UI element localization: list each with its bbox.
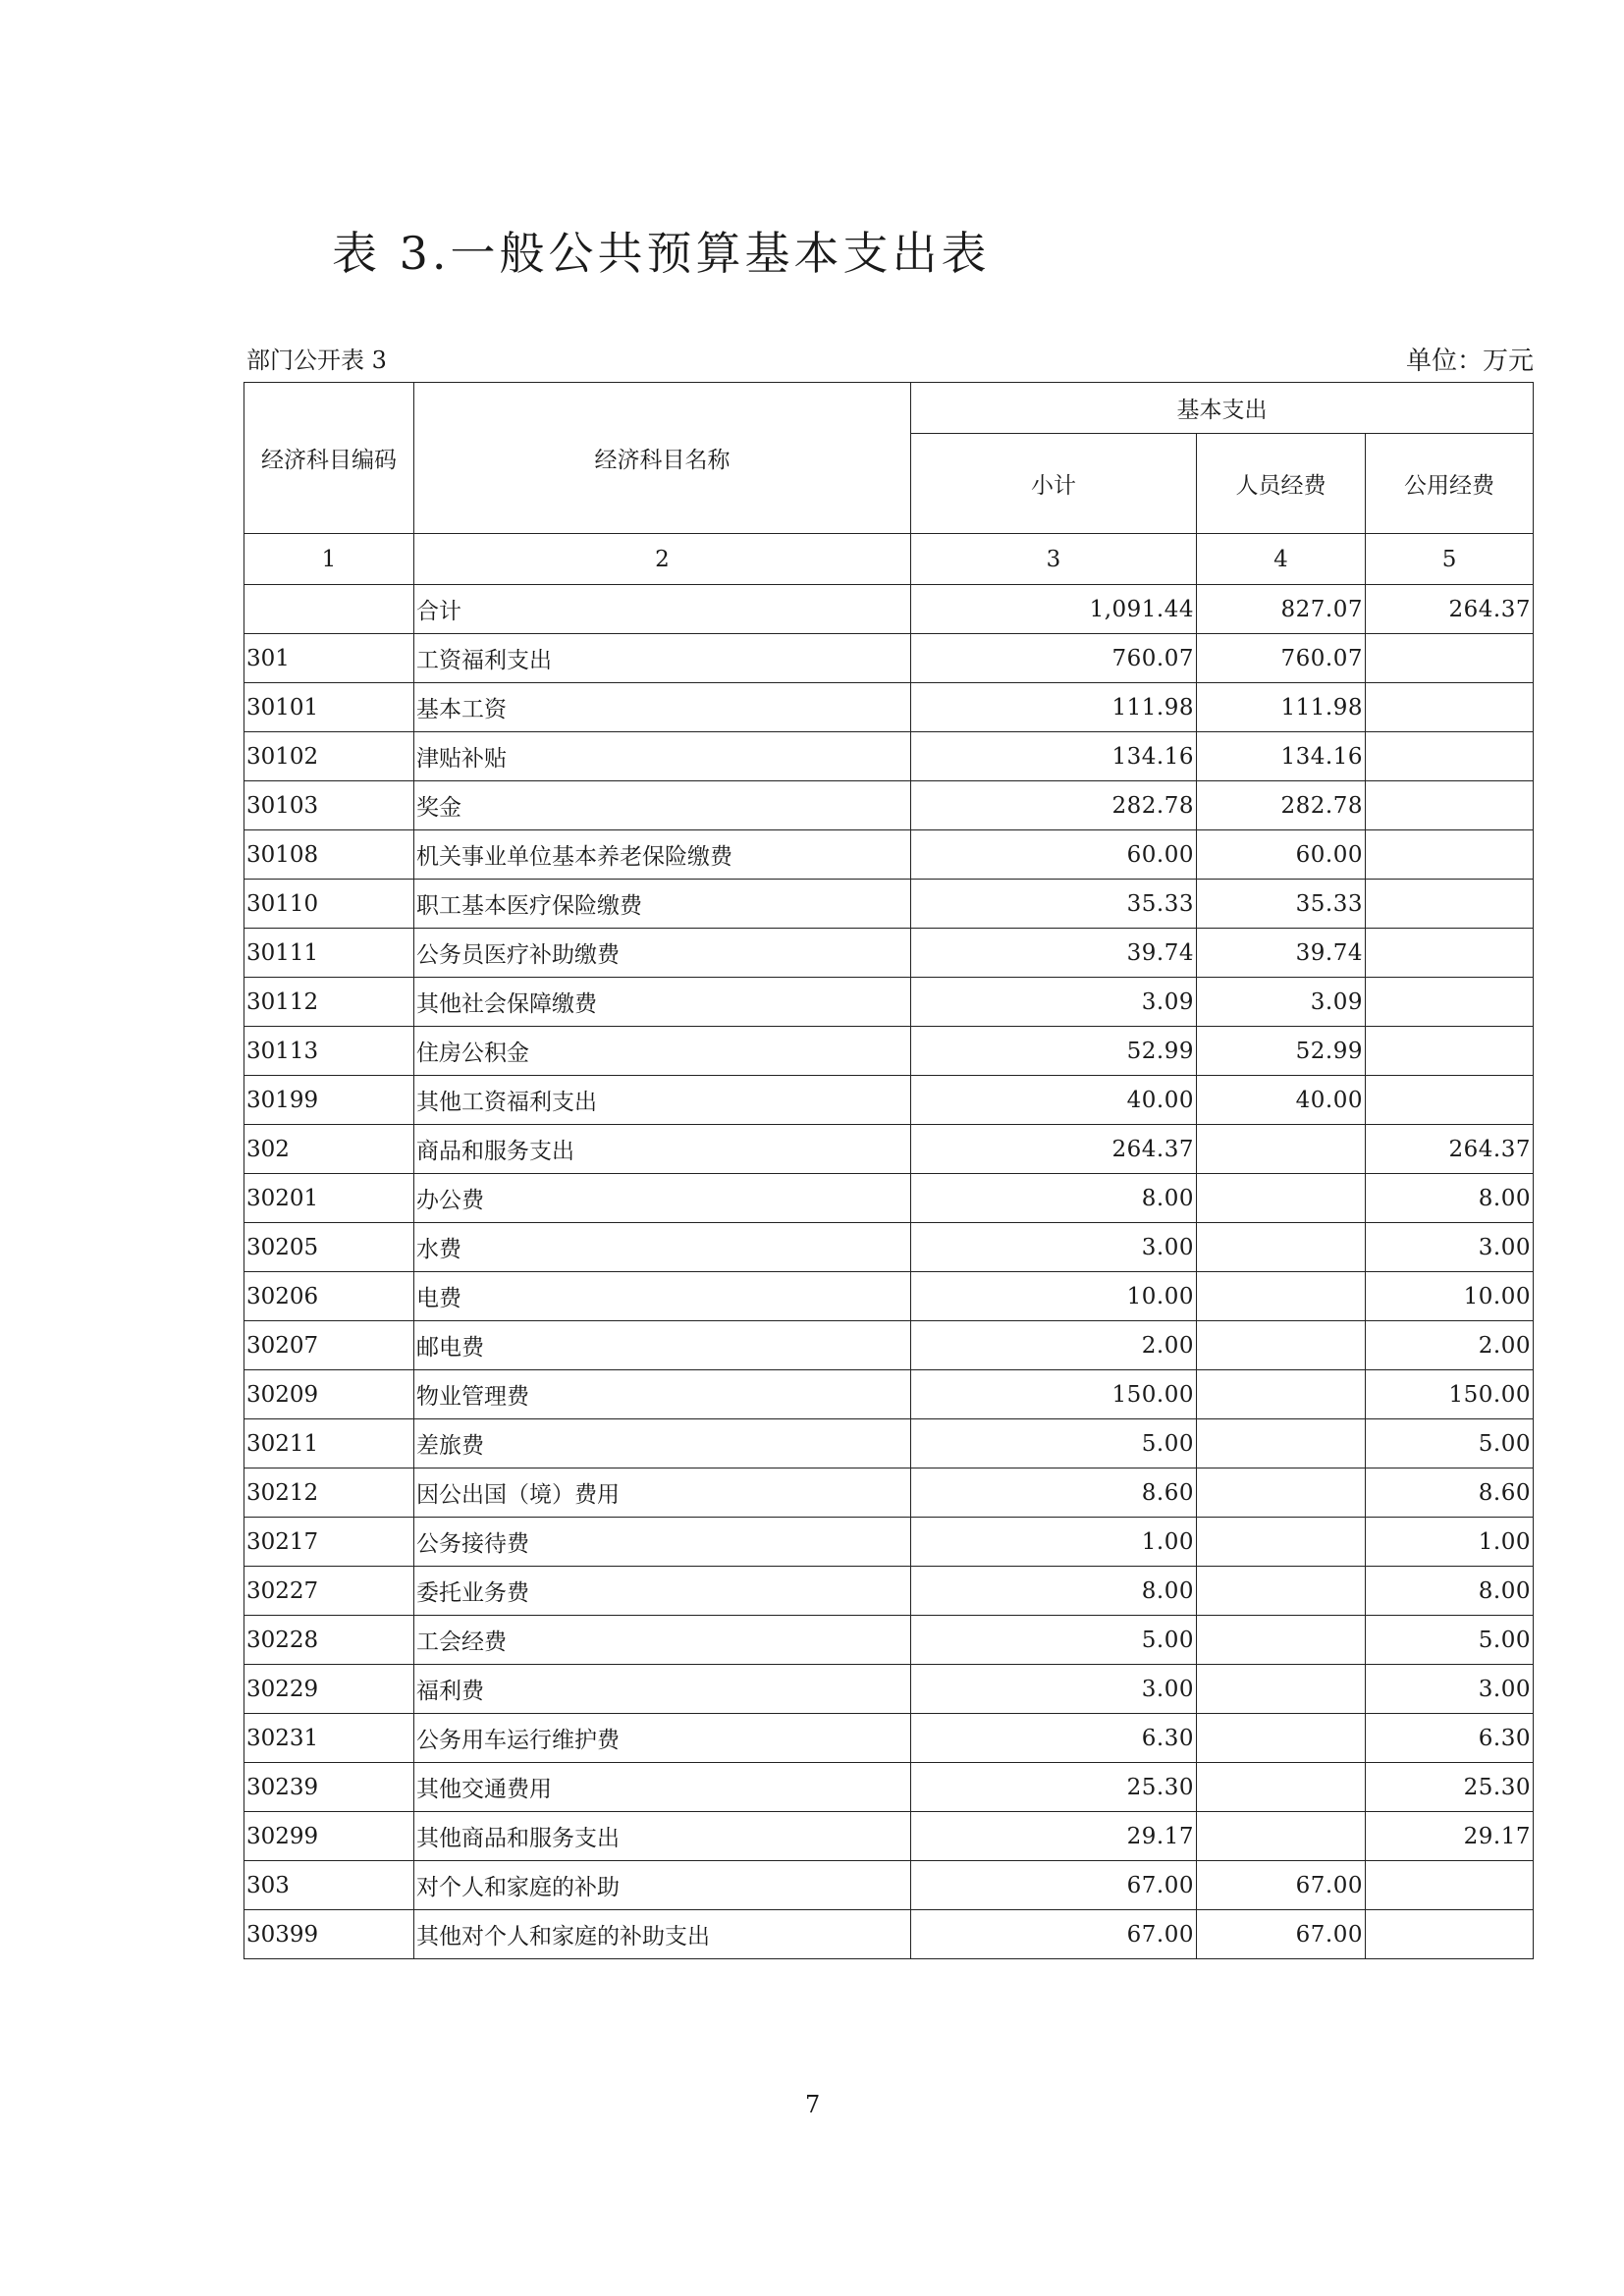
- row-name: 基本工资: [414, 683, 911, 732]
- row-public: 29.17: [1366, 1812, 1534, 1861]
- row-name: 其他对个人和家庭的补助支出: [414, 1910, 911, 1959]
- table-row: [244, 781, 1534, 830]
- row-personnel: [1197, 1714, 1366, 1763]
- row-code: 30399: [244, 1910, 414, 1959]
- row-name: 职工基本医疗保险缴费: [414, 880, 911, 929]
- table-row: [244, 1419, 1534, 1468]
- row-personnel: 827.07: [1197, 585, 1366, 634]
- page-number: 7: [805, 2091, 821, 2118]
- row-subtotal: 6.30: [911, 1714, 1197, 1763]
- column-number: 2: [414, 534, 911, 585]
- row-public: 5.00: [1366, 1616, 1534, 1665]
- row-public: 8.00: [1366, 1567, 1534, 1616]
- table-row: [244, 1272, 1534, 1321]
- row-name: 奖金: [414, 781, 911, 830]
- row-subtotal: 1.00: [911, 1518, 1197, 1567]
- row-code: 30229: [244, 1665, 414, 1714]
- row-name: 其他商品和服务支出: [414, 1812, 911, 1861]
- header-name: 经济科目名称: [414, 383, 911, 534]
- row-subtotal: 1,091.44: [911, 585, 1197, 634]
- row-name: 住房公积金: [414, 1027, 911, 1076]
- row-code: 30228: [244, 1616, 414, 1665]
- row-code: 302: [244, 1125, 414, 1174]
- row-subtotal: 264.37: [911, 1125, 1197, 1174]
- row-code: 30217: [244, 1518, 414, 1567]
- row-code: 30111: [244, 929, 414, 978]
- row-personnel: 60.00: [1197, 830, 1366, 880]
- row-name: 合计: [414, 585, 911, 634]
- row-name: 邮电费: [414, 1321, 911, 1370]
- column-number: 1: [244, 534, 414, 585]
- table-row: [244, 1321, 1534, 1370]
- table-row: [244, 1616, 1534, 1665]
- table-row: [244, 1861, 1534, 1910]
- column-number-row: [244, 534, 1534, 585]
- page-title: 表 3.一般公共预算基本支出表: [332, 227, 991, 280]
- row-code: 30239: [244, 1763, 414, 1812]
- row-personnel: [1197, 1419, 1366, 1468]
- row-name: 办公费: [414, 1174, 911, 1223]
- row-public: 2.00: [1366, 1321, 1534, 1370]
- row-personnel: 760.07: [1197, 634, 1366, 683]
- row-personnel: [1197, 1763, 1366, 1812]
- row-personnel: 40.00: [1197, 1076, 1366, 1125]
- row-subtotal: 40.00: [911, 1076, 1197, 1125]
- row-public: [1366, 1910, 1534, 1959]
- header-public: 公用经费: [1366, 434, 1534, 534]
- row-public: 25.30: [1366, 1763, 1534, 1812]
- row-personnel: [1197, 1567, 1366, 1616]
- row-public: 264.37: [1366, 585, 1534, 634]
- form-label: 部门公开表 3: [246, 347, 387, 374]
- row-personnel: 111.98: [1197, 683, 1366, 732]
- row-personnel: 35.33: [1197, 880, 1366, 929]
- table-row: [244, 683, 1534, 732]
- table-row: [244, 1125, 1534, 1174]
- row-personnel: [1197, 1174, 1366, 1223]
- row-code: 30101: [244, 683, 414, 732]
- column-number: 3: [911, 534, 1197, 585]
- unit-label: 单位：万元: [1405, 347, 1534, 376]
- row-subtotal: 67.00: [911, 1861, 1197, 1910]
- row-name: 津贴补贴: [414, 732, 911, 781]
- column-number: 5: [1366, 534, 1534, 585]
- row-code: 30205: [244, 1223, 414, 1272]
- row-subtotal: 25.30: [911, 1763, 1197, 1812]
- header-basic-expense: 基本支出: [911, 383, 1534, 434]
- row-personnel: 282.78: [1197, 781, 1366, 830]
- table-row: [244, 1223, 1534, 1272]
- row-personnel: [1197, 1468, 1366, 1518]
- table-row: [244, 830, 1534, 880]
- row-personnel: [1197, 1272, 1366, 1321]
- table-row: [244, 732, 1534, 781]
- row-code: 30212: [244, 1468, 414, 1518]
- row-personnel: 3.09: [1197, 978, 1366, 1027]
- row-public: [1366, 830, 1534, 880]
- header-code: 经济科目编码: [244, 383, 414, 534]
- table-row: [244, 1665, 1534, 1714]
- row-code: 30206: [244, 1272, 414, 1321]
- row-public: [1366, 732, 1534, 781]
- row-personnel: [1197, 1321, 1366, 1370]
- row-name: 水费: [414, 1223, 911, 1272]
- row-code: 301: [244, 634, 414, 683]
- row-code: 30199: [244, 1076, 414, 1125]
- row-code: 30299: [244, 1812, 414, 1861]
- row-name: 公务用车运行维护费: [414, 1714, 911, 1763]
- row-name: 工会经费: [414, 1616, 911, 1665]
- row-public: [1366, 929, 1534, 978]
- row-personnel: [1197, 1223, 1366, 1272]
- row-code: 30102: [244, 732, 414, 781]
- row-public: [1366, 1027, 1534, 1076]
- row-subtotal: 35.33: [911, 880, 1197, 929]
- row-subtotal: 3.00: [911, 1665, 1197, 1714]
- row-public: 8.60: [1366, 1468, 1534, 1518]
- table-row: [244, 1370, 1534, 1419]
- table-row: [244, 929, 1534, 978]
- table-row: [244, 978, 1534, 1027]
- row-subtotal: 111.98: [911, 683, 1197, 732]
- row-public: 1.00: [1366, 1518, 1534, 1567]
- row-personnel: 39.74: [1197, 929, 1366, 978]
- row-name: 工资福利支出: [414, 634, 911, 683]
- row-code: 30110: [244, 880, 414, 929]
- row-subtotal: 8.00: [911, 1174, 1197, 1223]
- row-name: 电费: [414, 1272, 911, 1321]
- row-name: 因公出国（境）费用: [414, 1468, 911, 1518]
- row-name: 公务员医疗补助缴费: [414, 929, 911, 978]
- row-public: 5.00: [1366, 1419, 1534, 1468]
- budget-table: [244, 382, 1534, 1959]
- row-code: 30112: [244, 978, 414, 1027]
- row-subtotal: 5.00: [911, 1616, 1197, 1665]
- row-public: [1366, 1076, 1534, 1125]
- row-personnel: 67.00: [1197, 1910, 1366, 1959]
- row-code: 30209: [244, 1370, 414, 1419]
- table-row: [244, 880, 1534, 929]
- row-code: 30113: [244, 1027, 414, 1076]
- table-row: [244, 634, 1534, 683]
- table-row: [244, 1518, 1534, 1567]
- row-subtotal: 10.00: [911, 1272, 1197, 1321]
- header-subtotal: 小计: [911, 434, 1197, 534]
- row-public: 10.00: [1366, 1272, 1534, 1321]
- row-subtotal: 2.00: [911, 1321, 1197, 1370]
- row-personnel: [1197, 1616, 1366, 1665]
- row-personnel: 134.16: [1197, 732, 1366, 781]
- table-row: [244, 1174, 1534, 1223]
- row-code: 30207: [244, 1321, 414, 1370]
- column-number: 4: [1197, 534, 1366, 585]
- row-name: 物业管理费: [414, 1370, 911, 1419]
- row-code: 30231: [244, 1714, 414, 1763]
- row-subtotal: 60.00: [911, 830, 1197, 880]
- row-public: [1366, 880, 1534, 929]
- row-public: 3.00: [1366, 1223, 1534, 1272]
- row-code: 30103: [244, 781, 414, 830]
- table-row: [244, 1468, 1534, 1518]
- row-subtotal: 134.16: [911, 732, 1197, 781]
- row-personnel: [1197, 1812, 1366, 1861]
- row-code: 30211: [244, 1419, 414, 1468]
- row-code: 30201: [244, 1174, 414, 1223]
- row-subtotal: 3.09: [911, 978, 1197, 1027]
- row-public: [1366, 1861, 1534, 1910]
- row-name: 其他交通费用: [414, 1763, 911, 1812]
- header-personnel: 人员经费: [1197, 434, 1366, 534]
- row-name: 机关事业单位基本养老保险缴费: [414, 830, 911, 880]
- row-public: [1366, 781, 1534, 830]
- row-subtotal: 150.00: [911, 1370, 1197, 1419]
- row-code: [244, 585, 414, 634]
- row-public: 264.37: [1366, 1125, 1534, 1174]
- row-subtotal: 52.99: [911, 1027, 1197, 1076]
- row-name: 商品和服务支出: [414, 1125, 911, 1174]
- row-name: 福利费: [414, 1665, 911, 1714]
- row-subtotal: 29.17: [911, 1812, 1197, 1861]
- row-subtotal: 5.00: [911, 1419, 1197, 1468]
- row-subtotal: 8.00: [911, 1567, 1197, 1616]
- row-name: 公务接待费: [414, 1518, 911, 1567]
- row-name: 对个人和家庭的补助: [414, 1861, 911, 1910]
- row-personnel: 67.00: [1197, 1861, 1366, 1910]
- row-public: 3.00: [1366, 1665, 1534, 1714]
- table-row: [244, 1076, 1534, 1125]
- row-public: 6.30: [1366, 1714, 1534, 1763]
- table-row: [244, 1567, 1534, 1616]
- row-subtotal: 760.07: [911, 634, 1197, 683]
- table-row: [244, 1714, 1534, 1763]
- row-personnel: [1197, 1370, 1366, 1419]
- row-subtotal: 39.74: [911, 929, 1197, 978]
- row-personnel: [1197, 1125, 1366, 1174]
- table-row: [244, 1027, 1534, 1076]
- row-name: 委托业务费: [414, 1567, 911, 1616]
- row-personnel: [1197, 1665, 1366, 1714]
- row-subtotal: 67.00: [911, 1910, 1197, 1959]
- table-row: [244, 1763, 1534, 1812]
- row-subtotal: 8.60: [911, 1468, 1197, 1518]
- row-subtotal: 282.78: [911, 781, 1197, 830]
- row-name: 其他社会保障缴费: [414, 978, 911, 1027]
- row-personnel: 52.99: [1197, 1027, 1366, 1076]
- row-code: 30108: [244, 830, 414, 880]
- row-public: 8.00: [1366, 1174, 1534, 1223]
- row-public: [1366, 683, 1534, 732]
- table-row: [244, 1812, 1534, 1861]
- row-public: 150.00: [1366, 1370, 1534, 1419]
- row-code: 30227: [244, 1567, 414, 1616]
- total-row: [244, 585, 1534, 634]
- row-name: 其他工资福利支出: [414, 1076, 911, 1125]
- row-name: 差旅费: [414, 1419, 911, 1468]
- row-personnel: [1197, 1518, 1366, 1567]
- row-public: [1366, 634, 1534, 683]
- table-row: [244, 1910, 1534, 1959]
- row-subtotal: 3.00: [911, 1223, 1197, 1272]
- row-public: [1366, 978, 1534, 1027]
- row-code: 303: [244, 1861, 414, 1910]
